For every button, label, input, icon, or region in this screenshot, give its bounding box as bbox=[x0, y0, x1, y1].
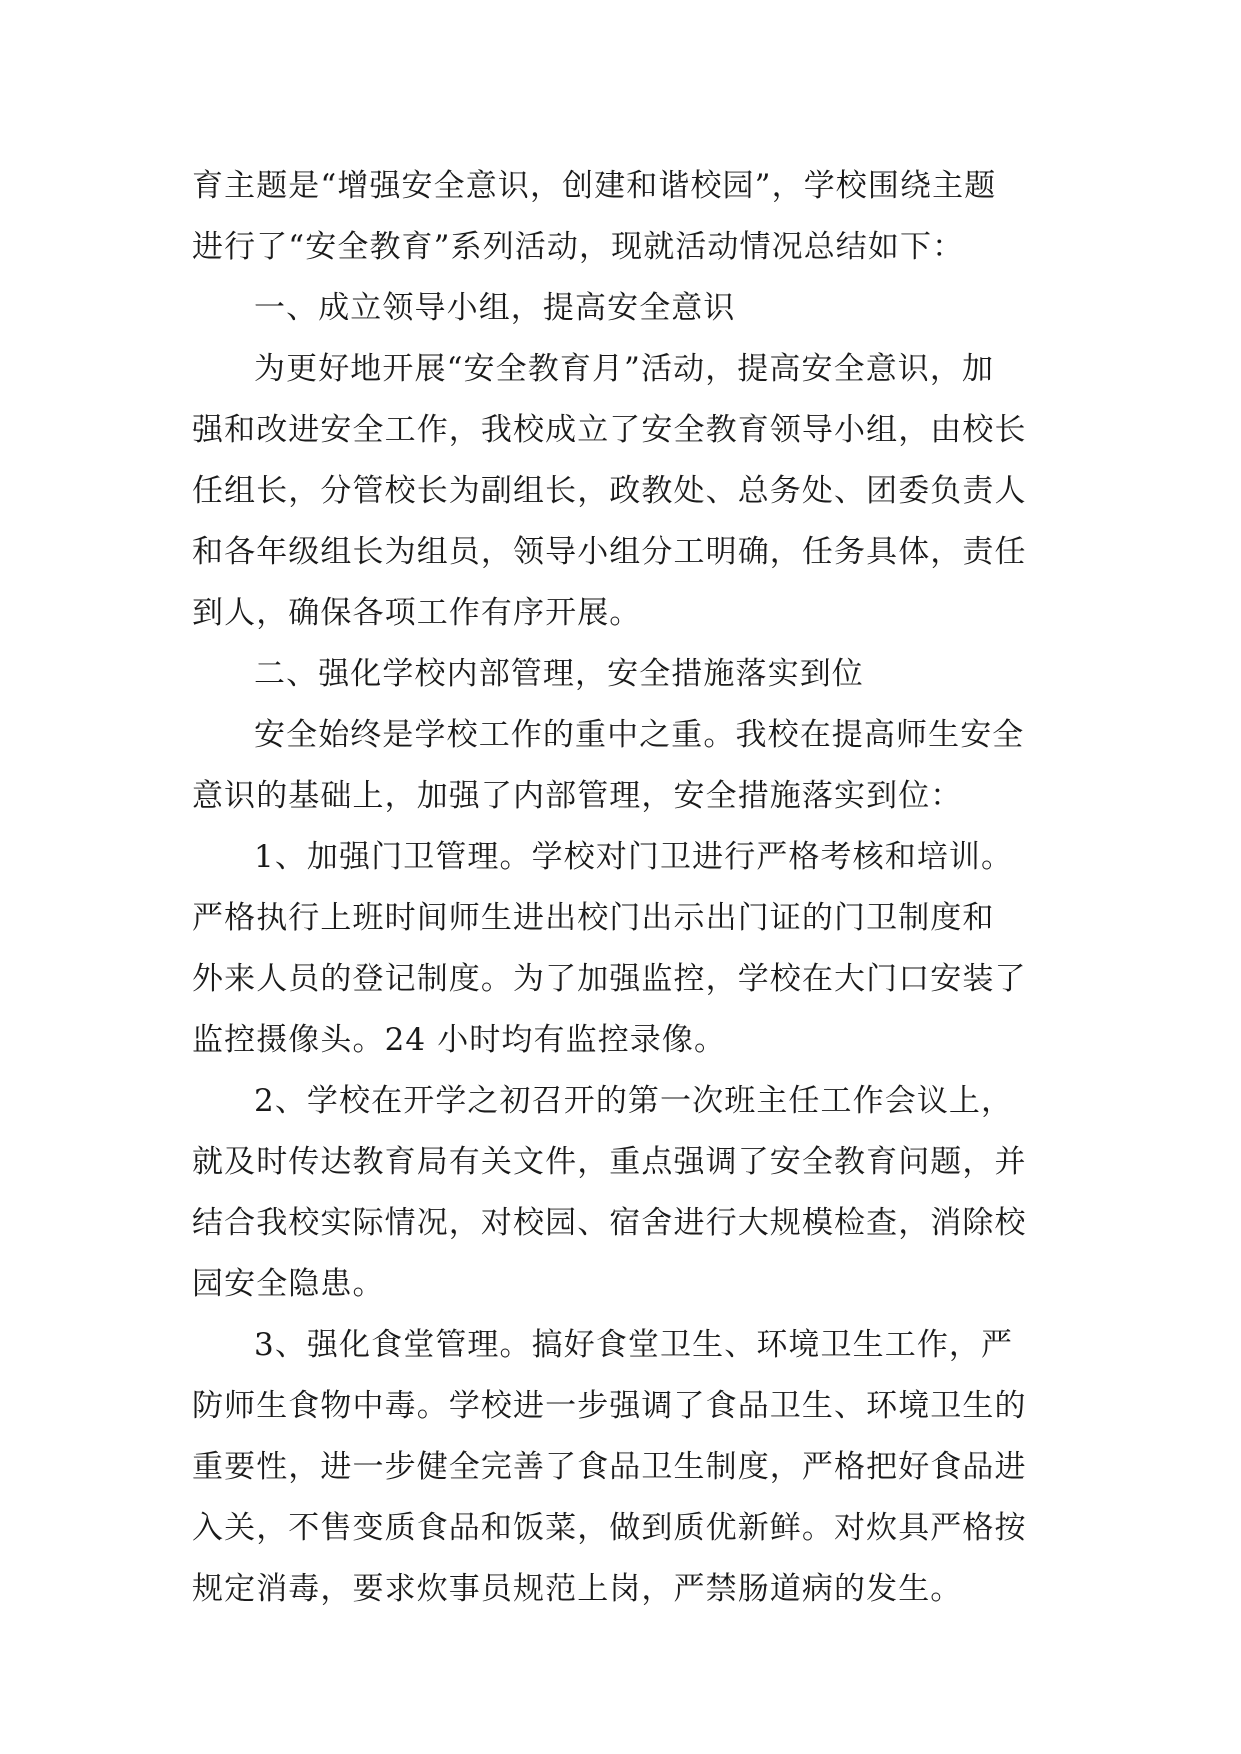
text-line-5: 强和改进安全工作，我校成立了安全教育领导小组，由校长 bbox=[192, 412, 1027, 448]
text-line-24: 规定消毒，要求炊事员规范上岗，严禁肠道病的发生。 bbox=[192, 1571, 963, 1607]
text-line-10: 安全始终是学校工作的重中之重。我校在提高师生安全 bbox=[254, 717, 1025, 753]
text-line-23: 入关，不售变质食品和饭菜，做到质优新鲜。对炊具严格按 bbox=[192, 1510, 1027, 1546]
text-line-1: 育主题是“增强安全意识，创建和谐校园”，学校围绕主题 bbox=[192, 168, 997, 204]
section-heading-1: 一、成立领导小组，提高安全意识 bbox=[254, 290, 736, 326]
text-line-7: 和各年级组长为组员，领导小组分工明确，任务具体，责任 bbox=[192, 534, 1027, 570]
list-item-1: 1、加强门卫管理。学校对门卫进行严格考核和培训。 bbox=[254, 839, 1014, 875]
document-body bbox=[192, 156, 1052, 1620]
text-line-15: 监控摄像头。24 小时均有监控录像。 bbox=[192, 1022, 727, 1058]
text-line-14: 外来人员的登记制度。为了加强监控，学校在大门口安装了 bbox=[192, 961, 1027, 997]
list-item-2: 2、学校在开学之初召开的第一次班主任工作会议上， bbox=[254, 1083, 1014, 1119]
text-line-13: 严格执行上班时间师生进出校门出示出门证的门卫制度和 bbox=[192, 900, 995, 936]
text-line-18: 结合我校实际情况，对校园、宿舍进行大规模检查，消除校 bbox=[192, 1205, 1027, 1241]
text-line-8: 到人，确保各项工作有序开展。 bbox=[192, 595, 642, 631]
text-line-2: 进行了“安全教育”系列活动，现就活动情况总结如下： bbox=[192, 229, 965, 265]
text-line-4: 为更好地开展“安全教育月”活动，提高安全意识，加 bbox=[254, 351, 995, 387]
text-line-19: 园安全隐患。 bbox=[192, 1266, 385, 1302]
list-item-3: 3、强化食堂管理。搞好食堂卫生、环境卫生工作，严 bbox=[254, 1327, 1014, 1363]
text-line-11: 意识的基础上，加强了内部管理，安全措施落实到位： bbox=[192, 778, 963, 814]
text-line-21: 防师生食物中毒。学校进一步强调了食品卫生、环境卫生的 bbox=[192, 1388, 1027, 1424]
text-line-6: 任组长，分管校长为副组长，政教处、总务处、团委负责人 bbox=[192, 473, 1027, 509]
text-line-22: 重要性，进一步健全完善了食品卫生制度，严格把好食品进 bbox=[192, 1449, 1027, 1485]
text-line-17: 就及时传达教育局有关文件，重点强调了安全教育问题，并 bbox=[192, 1144, 1027, 1180]
section-heading-2: 二、强化学校内部管理，安全措施落实到位 bbox=[254, 656, 864, 692]
